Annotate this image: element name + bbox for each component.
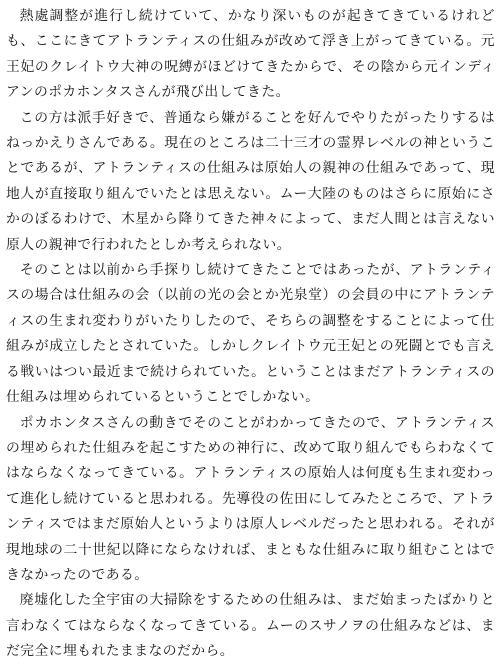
paragraph-3: そのことは以前から手探りし続けてきたことではあったが、アトランティスの場合は仕組みの会（以前の光の会とか光泉堂）の会員の中にアトランティスの生まれ変わりがいたりしたので、そちらの調整をすることによって仕組みが成立したとされていた。しかしクレイトウ元王妃との死闘とでも言える戦いはつい最近まで続けられていた。ということはまだアトランティスの仕組みは埋められているということでしかない。 [6,262,495,406]
paragraph-2: この方は派手好きで、普通なら嫌がることを好んでやりたがったりするはねっかえりさんである。現在のところは二十三才の霊界レベルの神ということであるが、アトランティスの仕組みは原始人の親神の仕組みであって、現地人が直接取り組んでいたとは思えない。ムー大陸のものはさらに原始にさかのぼるわけで、木星から降りてきた神々によって、まだ人間とは言えない原人の親神で行われたとしか考えられない。 [6,109,495,253]
paragraph-4: ポカホンタスさんの動きでそのことがわかってきたので、アトランティスの埋められた仕組みを起こすための神行に、改めて取り組んでもらわなくてはならなくなってきている。アトランティスの原始人は何度も生まれ変わって進化し続けていると思われる。先導役の佐田にしてみたところで、アトランティスではまだ原始人というよりは原人レベルだったと思われる。それが現地球の二十世紀以降にならなければ、まともな仕組みに取り組むことはできなかったのである。 [6,414,495,583]
paragraph-5: 廃墟化した全宇宙の大掃除をするための仕組みは、まだ始まったばかりと言わなくてはならなくなってきている。ムーのスサノヲの仕組みなどは、まだ完全に埋もれたままなのだから。 [6,592,495,660]
paragraph-1: 熱處調整が進行し続けていて、かなり深いものが起きてきているけれども、ここにきてアトランティスの仕組みが改めて浮き上がってきている。元王妃のクレイトウ大神の呪縛がほどけてきたからで、その陰から元インディアンのポカホンタスさんが飛び出してきた。 [6,8,495,101]
